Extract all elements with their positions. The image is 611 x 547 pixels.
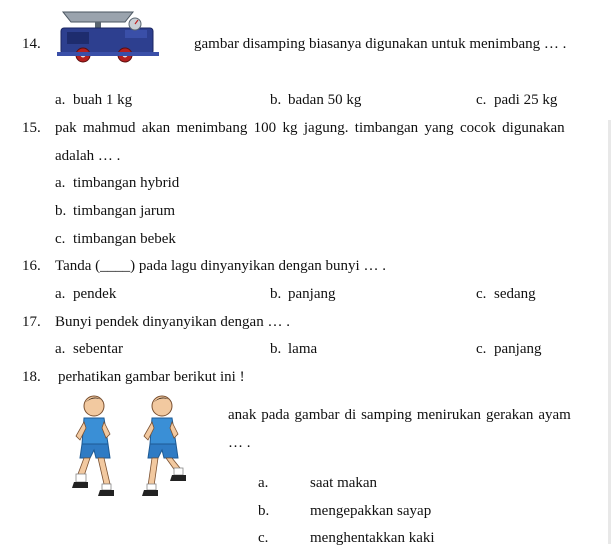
q16-option-b[interactable] [270, 286, 335, 303]
option-letter: b. [55, 203, 67, 219]
q16-option-c[interactable] [476, 286, 536, 303]
q16-question: Tanda (____) pada lagu dinyanyikan dengan bunyi … . [55, 258, 386, 274]
option-letter: c. [476, 286, 487, 302]
option-text: padi 25 kg [494, 92, 558, 108]
option-text: buah 1 kg [73, 92, 133, 108]
q17-question: Bunyi pendek dinyanyikan dengan … . [55, 314, 290, 330]
q18-description-line2: … . [228, 435, 251, 451]
option-text: pendek [73, 286, 117, 302]
option-letter: b. [270, 286, 282, 302]
option-letter: c. [55, 231, 66, 247]
q14-number: 14. [22, 36, 41, 52]
q14-option-b[interactable] [270, 92, 361, 109]
option-letter: c. [476, 92, 487, 108]
q18-description-line1: anak pada gambar di samping menirukan gerakan ayam [228, 407, 571, 423]
option-text: panjang [288, 286, 336, 302]
option-letter: b. [258, 503, 270, 519]
option-text: timbangan hybrid [73, 175, 180, 191]
q15-option-c[interactable] [55, 231, 176, 248]
q18-option-a[interactable] [258, 475, 377, 492]
option-letter: a. [55, 286, 66, 302]
q15-option-a[interactable] [55, 175, 179, 192]
q17-option-c[interactable] [476, 341, 541, 358]
option-text: timbangan jarum [73, 203, 176, 219]
option-text: sedang [494, 286, 536, 302]
q17-option-a[interactable] [55, 341, 123, 358]
option-text: panjang [494, 341, 542, 357]
option-letter: a. [55, 92, 66, 108]
option-text: lama [288, 341, 318, 357]
option-text: badan 50 kg [288, 92, 362, 108]
platform-scale-icon [55, 8, 161, 64]
q15-option-b[interactable] [55, 203, 175, 220]
q15-number: 15. [22, 120, 41, 136]
option-text: mengepakkan sayap [310, 503, 432, 519]
option-text: timbangan bebek [73, 231, 176, 247]
q14-option-c[interactable] [476, 92, 557, 109]
option-text: menghentakkan kaki [310, 530, 435, 546]
option-letter: c. [258, 530, 269, 546]
q15-question-line2: adalah … . [55, 148, 121, 164]
option-letter: b. [270, 92, 282, 108]
q14-option-a[interactable] [55, 92, 132, 109]
option-letter: b. [270, 341, 282, 357]
q15-question-line1: pak mahmud akan menimbang 100 kg jagung. timbangan yang cocok digunakan [55, 120, 565, 136]
q18-option-c[interactable] [258, 530, 435, 547]
q14-question: gambar disamping biasanya digunakan untuk menimbang … . [194, 36, 567, 52]
option-text: saat makan [310, 475, 378, 491]
option-text: sebentar [73, 341, 123, 357]
option-letter: a. [55, 341, 66, 357]
q18-question: perhatikan gambar berikut ini ! [58, 369, 245, 385]
q18-option-b[interactable] [258, 503, 431, 520]
q17-number: 17. [22, 314, 41, 330]
children-marching-illustration [64, 392, 194, 500]
q16-number: 16. [22, 258, 41, 274]
q18-number: 18. [22, 369, 41, 385]
option-letter: a. [55, 175, 66, 191]
option-letter: c. [476, 341, 487, 357]
q16-option-a[interactable] [55, 286, 116, 303]
q17-option-b[interactable] [270, 341, 317, 358]
option-letter: a. [258, 475, 269, 491]
